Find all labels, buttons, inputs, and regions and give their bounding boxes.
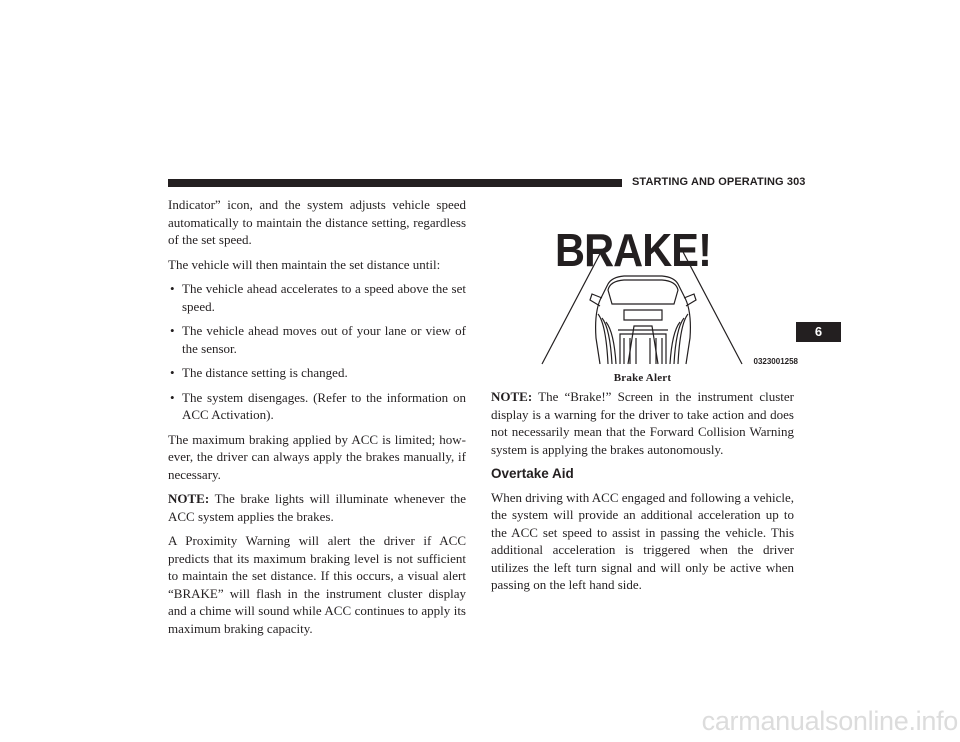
bullet-icon: •: [170, 323, 175, 338]
watermark: carmanualsonline.info: [701, 706, 958, 736]
image-code: 0323001258: [753, 357, 798, 366]
left-column: [168, 196, 466, 644]
right-column: [491, 388, 794, 601]
paragraph: The vehicle will then maintain the set distance until:: [168, 256, 441, 272]
section-heading: Overtake Aid: [491, 466, 574, 481]
chapter-tab: 6: [796, 322, 841, 342]
note-label: NOTE:: [491, 389, 533, 404]
list-item: • The vehicle ahead moves out of your lane or view of the sensor.: [170, 323, 466, 356]
list-item: • The vehicle ahead accelerates to a speed above the set speed.: [170, 281, 466, 314]
note-label: NOTE:: [168, 491, 210, 506]
paragraph: A Proximity Warning will alert the driver if ACC predicts that its maximum braking level is not sufficient to maintain the set distance. If this occurs, a visual alert “BRAKE” will flash in the instrument cluster display and a chime will sound while ACC continues to apply its maximum braking capacity.: [168, 533, 466, 636]
note-paragraph: NOTE: The brake lights will illuminate whenever the ACC system applies the brakes.: [168, 491, 466, 524]
car-icon: [590, 276, 696, 364]
list-item: • The system disengages. (Refer to the information on ACC Activation).: [170, 389, 466, 422]
lane-line-right: [682, 250, 742, 364]
list-item: • The distance setting is changed.: [170, 365, 348, 380]
bullet-icon: •: [170, 389, 175, 405]
running-header: STARTING AND OPERATING 303: [632, 176, 806, 188]
bullet-icon: •: [170, 281, 175, 296]
paragraph: Indicator” icon, and the system adjusts vehicle speed automatically to maintain the distance setting, regardless of the set speed.: [168, 197, 466, 247]
bullet-list: [168, 280, 466, 424]
header-rule: [168, 179, 622, 187]
paragraph: The maximum braking applied by ACC is limited; how-ever, the driver can always apply the brakes manually, if necessary.: [168, 431, 466, 482]
figure-caption: Brake Alert: [613, 372, 672, 384]
brake-alert-figure: [540, 214, 800, 366]
brake-alert-text: BRAKE!: [555, 224, 711, 276]
note-paragraph: NOTE: The “Brake!” Screen in the instrument cluster display is a warning for the driver to take action and does not necessarily mean that the Forward Collision Warning system is applying the brakes autonomously.: [491, 389, 794, 457]
brake-alert-illustration: [540, 214, 800, 366]
paragraph: When driving with ACC engaged and following a vehicle, the system will provide an additional acceleration up to the ACC set speed to assist in passing the vehicle. This additional acceleration is triggered when the driver utilizes the left turn signal and will only be active when passing on the left hand side.: [491, 489, 794, 592]
bullet-icon: •: [170, 365, 175, 380]
